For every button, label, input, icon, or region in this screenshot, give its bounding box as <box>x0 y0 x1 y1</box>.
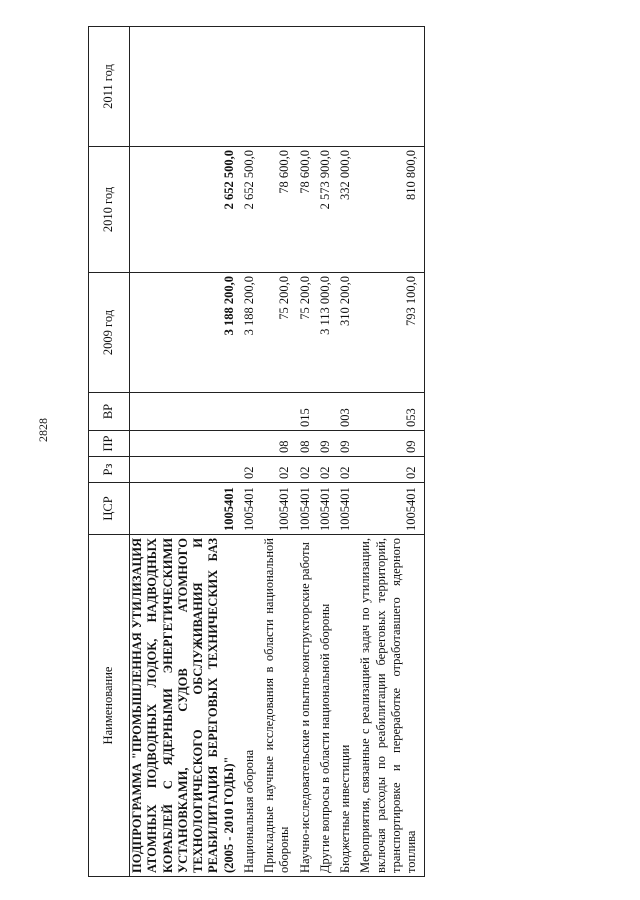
row-name: Бюджетные инвестиции <box>338 535 358 877</box>
row-csr: 1005401 <box>298 483 318 535</box>
row-vr: 003 <box>338 393 358 431</box>
budget-table <box>88 26 425 877</box>
row-rz: 02 <box>318 457 338 483</box>
row-2009: 75 200,0 <box>262 273 298 393</box>
row-2011 <box>338 27 358 147</box>
header-csr: ЦСР <box>89 483 130 535</box>
table-row <box>318 27 338 877</box>
row-pr: 09 <box>358 431 425 457</box>
header-2009: 2009 год <box>89 273 130 393</box>
row-2009: 793 100,0 <box>358 273 425 393</box>
row-name: Другие вопросы в области национальной обороны <box>318 535 338 877</box>
row-pr: 09 <box>338 431 358 457</box>
row-2011 <box>262 27 298 147</box>
row-name: Научно-исследовательские и опытно-конструкторские работы <box>298 535 318 877</box>
table-row <box>130 27 242 877</box>
table-row <box>358 27 425 877</box>
table-row <box>338 27 358 877</box>
row-rz <box>130 457 242 483</box>
row-vr <box>318 393 338 431</box>
table-header-row <box>89 27 130 877</box>
header-2011: 2011 год <box>89 27 130 147</box>
row-2010: 332 000,0 <box>338 147 358 273</box>
row-rz: 02 <box>338 457 358 483</box>
row-vr <box>130 393 242 431</box>
row-csr: 1005401 <box>130 483 242 535</box>
row-2009: 3 188 200,0 <box>130 273 242 393</box>
row-rz: 02 <box>262 457 298 483</box>
row-2011 <box>318 27 338 147</box>
table-row <box>298 27 318 877</box>
row-vr: 015 <box>298 393 318 431</box>
row-csr: 1005401 <box>338 483 358 535</box>
table-row <box>242 27 262 877</box>
row-csr: 1005401 <box>358 483 425 535</box>
row-rz: 02 <box>298 457 318 483</box>
row-csr: 1005401 <box>242 483 262 535</box>
header-rz: Рз <box>89 457 130 483</box>
row-name: Мероприятия, связанные с реализацией задач по утилизации, включая расходы по реабилитации береговых территорий, транспортировке и переработке отработавшего ядерного топлива <box>358 535 425 877</box>
row-name: Национальная оборона <box>242 535 262 877</box>
row-vr <box>262 393 298 431</box>
row-pr <box>242 431 262 457</box>
row-csr: 1005401 <box>262 483 298 535</box>
row-pr: 09 <box>318 431 338 457</box>
row-2010: 2 652 500,0 <box>242 147 262 273</box>
row-2010: 78 600,0 <box>298 147 318 273</box>
row-name: Прикладные научные исследования в области национальной обороны <box>262 535 298 877</box>
row-2010: 78 600,0 <box>262 147 298 273</box>
row-name: ПОДПРОГРАММА "ПРОМЫШЛЕННАЯ УТИЛИЗАЦИЯ АТОМНЫХ ПОДВОДНЫХ ЛОДОК, НАДВОДНЫХ КОРАБЛЕЙ С ЯДЕРНЫМИ ЭНЕРГЕТИЧЕСКИМИ УСТАНОВКАМИ, СУДОВ АТОМНОГО ТЕХНОЛОГИЧЕСКОГО ОБСЛУЖИВАНИЯ И РЕАБИЛИТАЦИЯ БЕРЕГОВЫХ ТЕХНИЧЕСКИХ БАЗ (2005 - 2010 ГОДЫ)" <box>130 535 242 877</box>
row-2009: 3 188 200,0 <box>242 273 262 393</box>
row-vr: 053 <box>358 393 425 431</box>
row-2009: 3 113 000,0 <box>318 273 338 393</box>
row-2009: 310 200,0 <box>338 273 358 393</box>
page-number: 2828 <box>36 418 50 442</box>
row-rz: 02 <box>242 457 262 483</box>
row-2011 <box>242 27 262 147</box>
header-pr: ПР <box>89 431 130 457</box>
row-pr <box>130 431 242 457</box>
row-2010: 2 652 500,0 <box>130 147 242 273</box>
rotated-page-content <box>88 27 593 877</box>
row-2009: 75 200,0 <box>298 273 318 393</box>
row-2010: 2 573 900,0 <box>318 147 338 273</box>
row-2011 <box>298 27 318 147</box>
row-pr: 08 <box>262 431 298 457</box>
table-row <box>262 27 298 877</box>
header-name: Наименование <box>89 535 130 877</box>
row-2011 <box>130 27 242 147</box>
header-2010: 2010 год <box>89 147 130 273</box>
row-csr: 1005401 <box>318 483 338 535</box>
row-2011 <box>358 27 425 147</box>
row-pr: 08 <box>298 431 318 457</box>
row-2010: 810 800,0 <box>358 147 425 273</box>
header-vr: ВР <box>89 393 130 431</box>
row-rz: 02 <box>358 457 425 483</box>
row-vr <box>242 393 262 431</box>
